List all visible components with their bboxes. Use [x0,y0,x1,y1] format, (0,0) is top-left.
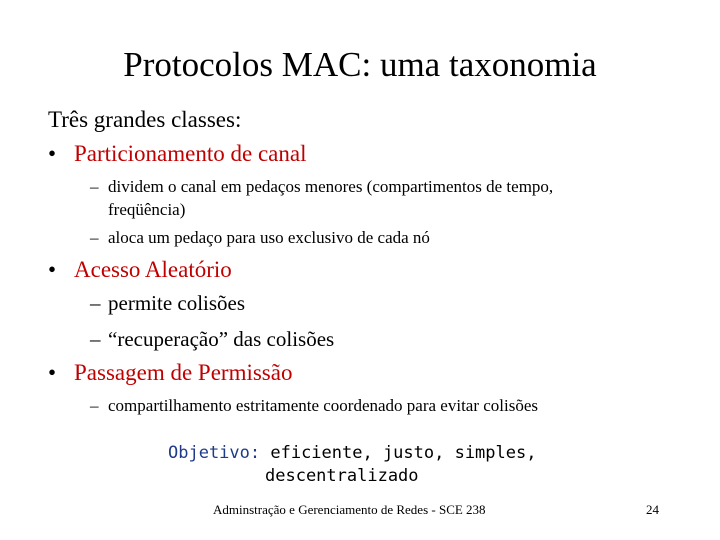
goal-text [168,442,536,488]
bullet-marker: • [48,360,57,385]
slide-footer: Adminstração e Gerenciamento de Redes - SCE 238 [213,502,486,517]
dash-marker: – [90,228,99,247]
bullet-label: Acesso Aleatório [74,257,232,282]
subitem-aloca [90,226,430,249]
slide-title: Protocolos MAC: uma taxonomia [123,45,597,84]
dash-marker: – [90,396,99,415]
subitem-text: compartilhamento estritamente coordenado para evitar colisões [108,396,539,415]
dash-marker: – [90,291,101,315]
dash-marker: – [90,177,99,196]
bullet-marker: • [48,257,57,282]
subitem-permite-colisoes [90,290,245,316]
bullet-label: Passagem de Permissão [74,360,293,385]
subitem-text: permite colisões [108,291,246,315]
goal-label: Objetivo: [168,443,261,463]
subitem-dividem [90,175,553,221]
bullet-particionamento [48,140,306,168]
bullet-passagem-permissao [48,359,292,387]
subitem-text: aloca um pedaço para uso exclusivo de cada nó [108,228,430,247]
bullet-acesso-aleatorio [48,256,232,284]
dash-marker: – [90,327,101,351]
intro-text: Três grandes classes: [48,107,242,132]
subitem-text-line1: dividem o canal em pedaços menores (compartimentos de tempo, [108,177,554,196]
goal-line2: descentralizado [265,466,419,486]
bullet-label: Particionamento de canal [74,141,307,166]
subitem-text-line2: freqüência) [108,200,186,219]
page-number: 24 [646,502,659,517]
subitem-recuperacao [90,326,334,352]
subitem-compartilhamento [90,394,538,417]
goal-line1: eficiente, justo, simples, [260,443,537,463]
bullet-marker: • [48,141,57,166]
subitem-text: “recuperação” das colisões [108,327,335,351]
